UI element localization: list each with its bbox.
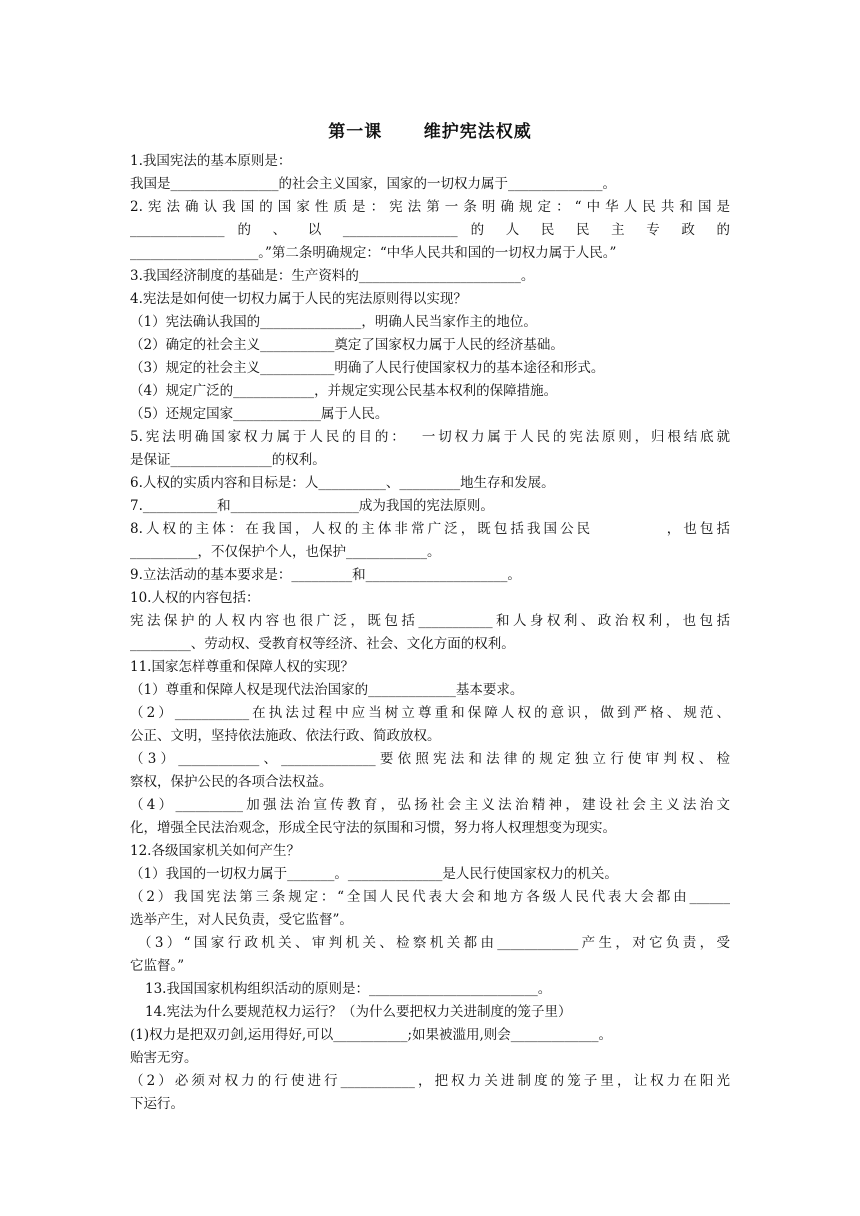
text-line: （3）规定的社会主义___________明确了人民行使国家权力的基本途径和形式。	[130, 360, 605, 376]
text-line: 7.___________和___________________成为我国的宪法原则。	[130, 498, 494, 514]
text-line: 宪法保护的人权内容也很广泛，既包括___________和人身权利、政治权利，也包括	[130, 613, 730, 629]
text-line: （2）我国宪法第三条规定：“全国人民代表大会和地方各级人民代表大会都由______	[130, 889, 730, 905]
text-line: 6.人权的实质内容和目标是：人__________、_________地生存和发展。	[130, 475, 555, 491]
text-line: （4）规定广泛的____________，并规定实现公民基本权利的保障措施。	[130, 383, 558, 399]
page-title: 第一课 维护宪法权威	[328, 122, 532, 142]
text-line: 是保证_______________的权利。	[130, 452, 326, 468]
text-line: （3）____________、______________要依照宪法和法律的规定独立行使审判权、检	[130, 751, 730, 767]
text-line: （3）“国家行政机关、审判机关、检察机关都由____________产生，对它负责，受	[138, 935, 730, 951]
text-line: （1）尊重和保障人权是现代法治国家的_____________基本要求。	[130, 682, 524, 698]
text-line: 它监督。”	[130, 958, 185, 974]
text-line: （2）必须对权力的行使进行___________，把权力关进制度的笼子里，让权力在阳光	[130, 1073, 730, 1089]
text-line: 2.宪法确认我国的国家性质是：宪法第一条明确规定：“中华人民共和国是	[130, 199, 730, 215]
text-line: 察权，保护公民的各项合法权益。	[130, 774, 333, 790]
text-line: 10.人权的内容包括：	[130, 590, 260, 606]
text-line: 1.我国宪法的基本原则是：	[130, 153, 292, 169]
text-line: 8.人权的主体：在我国，人权的主体非常广泛，既包括我国公民 ，也包括	[130, 521, 730, 537]
text-line: （1）宪法确认我国的_______________，明确人民当家作主的地位。	[130, 314, 537, 330]
text-line: _________、劳动权、受教育权等经济、社会、文化方面的权利。	[130, 636, 515, 652]
text-line: ___________________。”第二条明确规定：“中华人民共和国的一切权力属于人民。”	[130, 245, 617, 261]
text-line: 9.立法活动的基本要求是：_________和_____________________。	[130, 567, 521, 583]
text-line: 5.宪法明确国家权力属于人民的目的： 一切权力属于人民的宪法原则，归根结底就	[130, 429, 730, 445]
text-line: __________，不仅保护个人，也保护____________。	[130, 544, 441, 560]
text-line: 14.宪法为什么要规范权力运行？（为什么要把权力关进制度的笼子里）	[145, 1004, 572, 1020]
text-line: （2）___________在执法过程中应当树立尊重和保障人权的意识，做到严格、规范、	[130, 705, 730, 721]
text-line: 4.宪法是如何使一切权力属于人民的宪法原则得以实现？	[130, 291, 467, 307]
text-line: 11.国家怎样尊重和保障人权的实现？	[130, 659, 354, 675]
text-line: （2）确定的社会主义___________奠定了国家权力属于人民的经济基础。	[130, 337, 564, 353]
text-line: （5）还规定国家_____________属于人民。	[130, 406, 389, 422]
text-line: 公正、文明，坚持依法施政、依法行政、简政放权。	[130, 728, 441, 744]
text-line: （4）__________加强法治宣传教育，弘扬社会主义法治精神，建设社会主义法治文	[130, 797, 730, 813]
text-line: 12.各级国家机关如何产生？	[130, 843, 300, 859]
text-line: 贻害无穷。	[130, 1050, 198, 1066]
text-line: 我国是________________的社会主义国家，国家的一切权力属于______________。	[130, 176, 616, 192]
text-line: 下运行。	[130, 1096, 184, 1112]
text-line: ______________ 的 、 以 _________________ 的 人 民 民 主 专 政 的	[130, 222, 730, 238]
text-line: 13.我国国家机构组织活动的原则是：_________________________。	[145, 981, 552, 997]
text-line: 选举产生，对人民负责，受它监督”。	[130, 912, 353, 928]
text-line: 3.我国经济制度的基础是：生产资料的________________________。	[130, 268, 535, 284]
text-line: （1）我国的一切权力属于_______。______________是人民行使国家权力的机关。	[130, 866, 618, 882]
text-line: (1)权力是把双刃剑,运用得好,可以___________;如果被滥用,则会_____________。	[130, 1027, 613, 1043]
text-line: 化，增强全民法治观念，形成全民守法的氛围和习惯，努力将人权理想变为现实。	[130, 820, 616, 836]
